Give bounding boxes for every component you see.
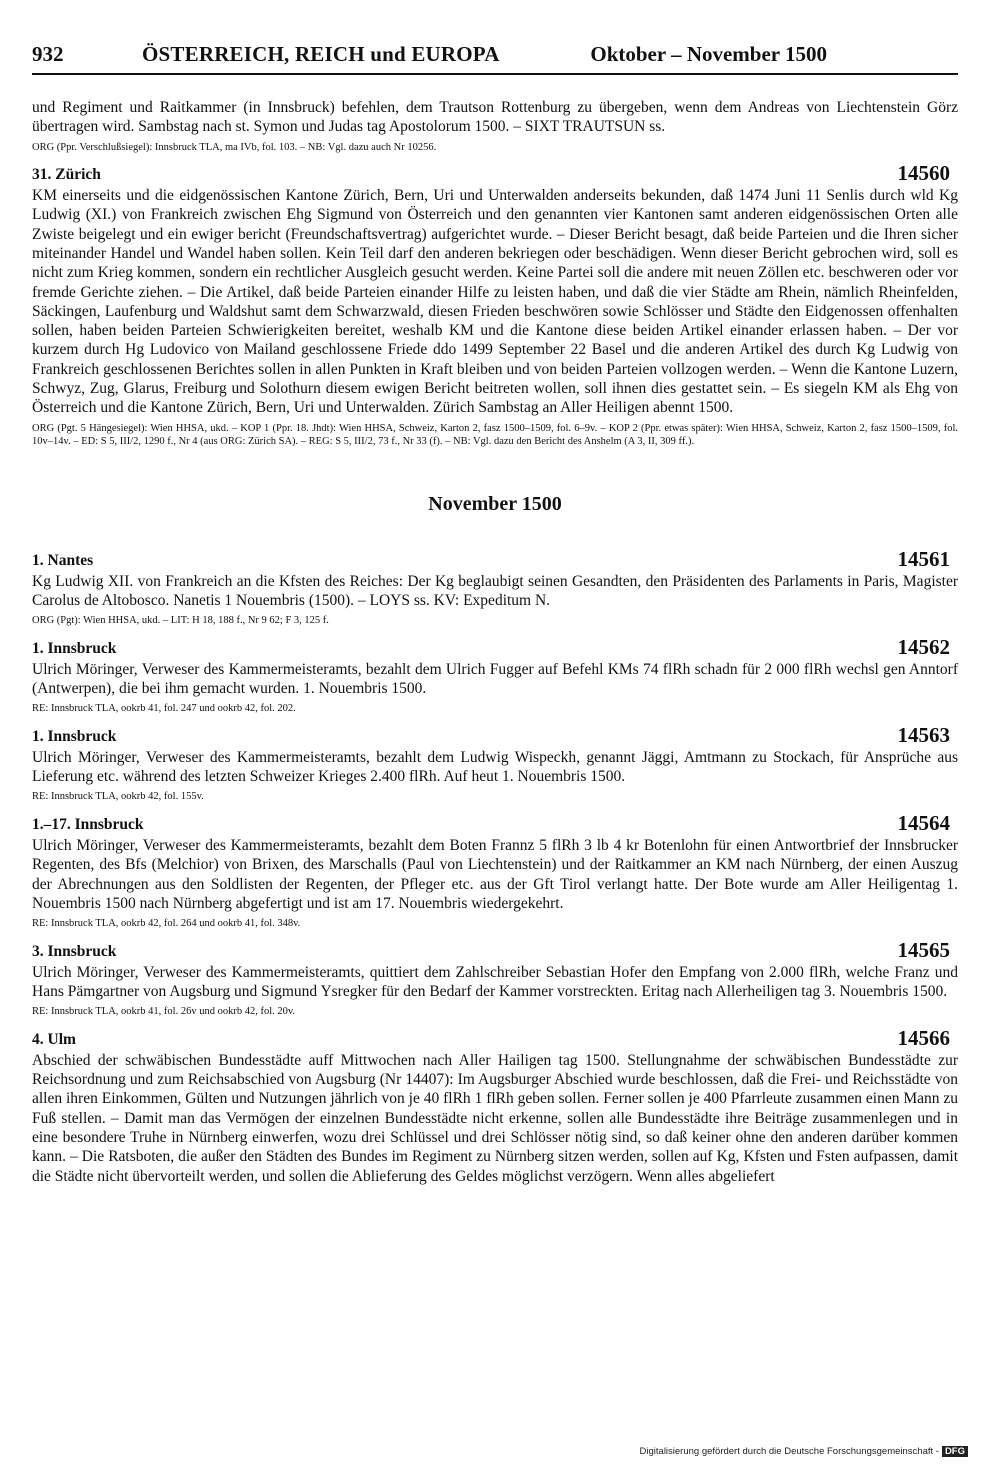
entry-text: Kg Ludwig XII. von Frankreich an die Kfsten des Reiches: Der Kg beglaubigt seinen Gesandten, den Präsidenten des Parlaments in Paris, Magister Carolus de Altobosco. Nanetis 1 Nouembris (1500). – LOYS ss. KV: Expeditum N. (32, 572, 958, 609)
entry-14564 (32, 810, 958, 931)
entry-14560 (32, 161, 958, 449)
entry-heading (32, 634, 958, 660)
entry-location: 1. Nantes (32, 551, 94, 569)
entry-location: 4. Ulm (32, 1030, 76, 1048)
entry-location: 1. Innsbruck (32, 727, 117, 745)
entry-text: Ulrich Möringer, Verweser des Kammermeisteramts, bezahlt dem Ulrich Fugger auf Befehl KMs 74 flRh schadn für 2 000 flRh wechsl gen Anntorf (Antwerpen), die bei ihm gemacht wurden. 1. Nouembris 1500. (32, 660, 958, 698)
entry-number: 14563 (897, 722, 950, 747)
entry-text: Ulrich Möringer, Verweser des Kammermeisteramts, quittiert dem Zahlschreiber Sebastian Hofer den Empfang von 2.000 flRh, welche Franz und Hans Pämgartner von Augsburg und Sigmund Ysregker für den Bedarf der Kammer vorstreckten. Eritag nach Allerheiligen tag 3. Nouembris 1500. (32, 963, 958, 1000)
continuation-source: ORG (Ppr. Verschlußsiegel): Innsbruck TLA, ma IVb, fol. 103. – NB: Vgl. dazu auch Nr 10256. (32, 141, 437, 153)
header-rule (32, 73, 958, 75)
page-content (32, 98, 958, 1186)
page-number: 932 (32, 42, 64, 66)
running-title: ÖSTERREICH, REICH und EUROPA (142, 42, 500, 66)
entry-source: RE: Innsbruck TLA, ookrb 41, fol. 26v und ookrb 42, fol. 20v. (32, 1006, 296, 1018)
entry-source: RE: Innsbruck TLA, ookrb 42, fol. 264 und ookrb 41, fol. 348v. (32, 918, 301, 930)
entry-heading (32, 161, 958, 186)
entry-source: RE: Innsbruck TLA, ookrb 42, fol. 155v. (32, 791, 204, 803)
digitization-footer (640, 1446, 968, 1457)
entry-location: 3. Innsbruck (32, 942, 117, 960)
entry-number: 14564 (897, 810, 950, 835)
footer-text: Digitalisierung gefördert durch die Deutsche Forschungsgemeinschaft - (639, 1446, 939, 1457)
entry-text: KM einerseits und die eidgenössischen Kantone Zürich, Bern, Uri und Unterwalden anderseits bekunden, daß 1474 Juni 11 Senlis durch wld Kg Ludwig (XI.) von Frankreich zwischen Ehg Sigmund von Österreich und den genannten vier Kantonen samt anderen eidgenössischen Orten alle Zwiste beigelegt und ein ewiger bericht (Freundschaftsvertrag) aufgerichtet wurde. – Dieser Bericht besagt, daß beide Parteien und die Ihren sicher miteinander Handel und Wandel haben sollen. Kein Teil darf den anderen bekriegen oder beschädigen. Wenn dieser Bericht gebrochen wird, soll es nicht zum Krieg kommen, sondern ein rechtlicher Ausgleich gesucht werden. Keine Partei soll die andere mit neuen Zöllen etc. beschweren oder vor fremde Gerichte ziehen. – Die Artikel, daß beide Parteien einander Hilfe zu leisten haben, und daß die vier Städte am Rhein, nämlich Rheinfelden, Säckingen, Laufenburg und Waldshut samt dem Schwarzwald, diesen Frieden beschwören sowie Schlösser und Städte den Eidgenossen offenhalten sollen, haben beiden Parteien Schwierigkeiten bereitet, weshalb KM und die Kantone diese beiden Artikel einander erlassen haben. – Der vor kurzem durch Hg Ludovico von Mailand geschlossene Friede ddo 1499 September 22 Basel und die anderen Artikel des durch Kg Ludwig von Frankreich geschlossenen Berichtes sollen in allen Punkten in Kraft bleiben und von beiden Parteien vollzogen werden. – Wenn die Kantone Luzern, Schwyz, Zug, Glarus, Freiburg und Solothurn diesem ewigen Bericht beitreten wollen, soll ihnen dies gestattet sein. – Es siegeln KM als Ehg von Österreich und die Kantone Zürich, Bern, Uri und Unterwalden. Zürich Sambstag an Aller Heiligen abennt 1500. (32, 187, 958, 417)
entry-text: Ulrich Möringer, Verweser des Kammermeisteramts, bezahlt dem Ludwig Wispeckh, genannt Jäggi, Amtmann zu Stockach, für Ansprüche aus Lieferung etc. während des letzten Schweizer Krieges 2.400 flRh. Auf heut 1. Nouembris 1500. (32, 748, 958, 786)
entry-number: 14565 (897, 937, 950, 962)
entry-heading (32, 810, 958, 836)
entry-heading (32, 937, 958, 963)
entry-source: ORG (Pgt. 5 Hängesiegel): Wien HHSA, ukd. – KOP 1 (Ppr. 18. Jhdt): Wien HHSA, Schweiz, Karton 2, fasz 1500–1509, fol. 6–9v. – KOP 2 (Ppr. etwas später): Wien HHSA, Schweiz, Karton 2, fasz 1500–1509, fol. 10v–14v. – ED: S 5, III/2, 1290 f., Nr 4 (aus ORG: Zürich SA). – REG: S 5, III/2, 73 f., Nr 33 (f). – NB: Vgl. dazu den Bericht des Anshelm (A 3, II, 309 ff.). (32, 422, 958, 448)
dfg-logo: DFG (942, 1446, 968, 1457)
entry-source: RE: Innsbruck TLA, ookrb 41, fol. 247 und ookrb 42, fol. 202. (32, 703, 296, 715)
page-header (32, 42, 962, 76)
entry-14561 (32, 546, 958, 628)
entry-location: 31. Zürich (32, 166, 101, 184)
entry-number: 14566 (897, 1025, 950, 1050)
running-date: Oktober – November 1500 (590, 42, 827, 66)
entry-location: 1. Innsbruck (32, 639, 117, 657)
entry-14566 (32, 1025, 958, 1186)
entry-number: 14560 (897, 161, 950, 186)
entry-14562 (32, 634, 958, 716)
entry-text: Abschied der schwäbischen Bundesstädte auff Mittwochen nach Aller Hailigen tag 1500. Stellungnahme der schwäbischen Bundesstädte zur Reichsordnung und zum Reichsabschied von Augsburg (Nr 14407): Im Augsburger Abschied wurde beschlossen, daß die Frei- und Reichsstädte von allen ihren Einkommen, Gülten und Nutzungen jährlich von je 40 flRh 1 flRh geben sollen. Ferner sollen je 400 Pfarrleute zusammen einen Mann zu Fuß stellen. – Damit man das Vermögen der einzelnen Bundesstädte nicht erkenne, sollen alle Bundesstädte ihre Beiträge zusammenlegen und in eine besondere Truhe in Nürnberg einwerfen, wozu drei Schlüssel und drei Schlösser nötig sind, so daß keiner ohne den anderen darüber kommen kann. – Die Ratsboten, die außer den Städten des Bundes im Regiment zu Nürnberg sitzen werden, sollen auf Kg, Kfsten und Fsten aufpassen, damit die Städte nicht übervorteilt werden, und sollen die Ablieferung des Geldes möglichst verzögern. Wenn alles abgeliefert (32, 1051, 958, 1185)
entry-heading (32, 546, 958, 572)
entry-heading (32, 722, 958, 748)
entry-14563 (32, 722, 958, 804)
entry-location: 1.–17. Innsbruck (32, 815, 144, 833)
entry-heading (32, 1025, 958, 1051)
entry-number: 14561 (897, 546, 950, 571)
continuation-text: und Regiment und Raitkammer (in Innsbruck) befehlen, dem Trautson Rottenburg zu übergeben, wenn dem Andreas von Liechtenstein Görz übertragen wird. Sambstag nach st. Symon und Judas tag Apostolorum 1500. – SIXT TRAUTSUN ss. (32, 99, 958, 136)
entry-14565 (32, 937, 958, 1019)
entry-source: ORG (Pgt): Wien HHSA, ukd. – LIT: H 18, 188 f., Nr 9 62; F 3, 125 f. (32, 615, 329, 627)
entry-number: 14562 (897, 634, 950, 659)
entry-text: Ulrich Möringer, Verweser des Kammermeisteramts, bezahlt dem Boten Frannz 5 flRh 3 lb 4 kr Botenlohn für einen Antwortbrief der Innsbrucker Regenten, des Bfs (Melchior) von Brixen, des Marschalls (Paul von Liechtenstein) und der Raitkammer an KM nach Nürnberg, der einen Auszug der Abrechnungen aus den Soldlisten der Regenten, der Pfleger etc. aus der Gft Tirol verlangt hatte. Der Bote wurde am Aller Heiligentag 1. Nouembris 1500 nach Nürnberg abgefertigt und ist am 17. Nouembris wiedergekehrt. (32, 836, 958, 912)
section-title: November 1500 (428, 492, 562, 515)
